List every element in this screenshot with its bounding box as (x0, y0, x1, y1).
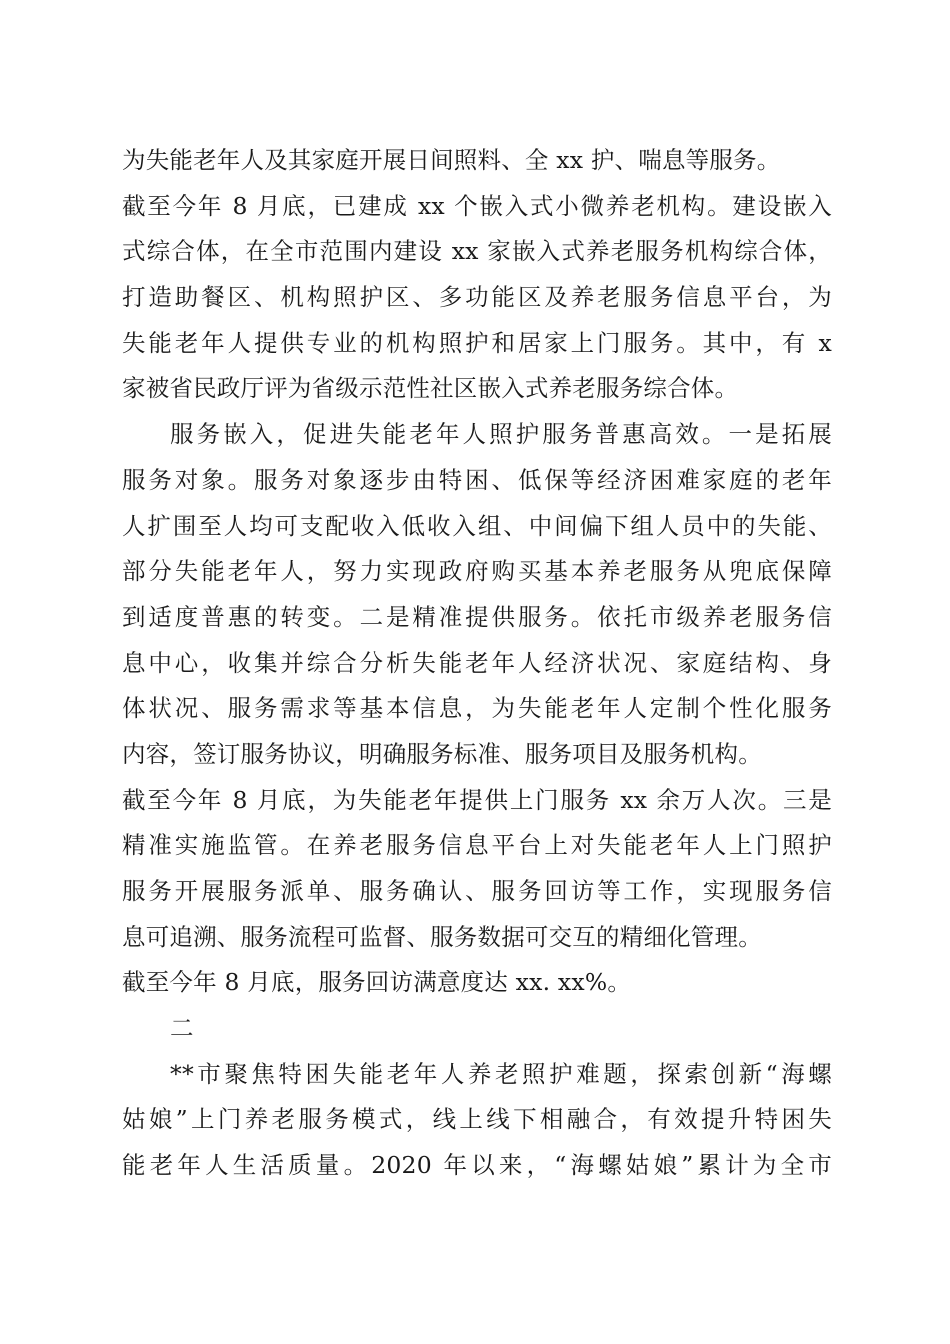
paragraph-2-line-2: 服务对象。服务对象逐步由特困、低保等经济困难家庭的老年 (122, 465, 832, 494)
paragraph-2-line-8: 内容，签订服务协议，明确服务标准、服务项目及服务机构。 (122, 739, 762, 768)
paragraph-1-line-2: 截至今年 8 月底，已建成 xx 个嵌入式小微养老机构。建设嵌入 (122, 191, 832, 220)
paragraph-2-line-5: 到适度普惠的转变。二是精准提供服务。依托市级养老服务信 (122, 602, 832, 631)
paragraph-1-line-5: 失能老年人提供专业的机构照护和居家上门服务。其中，有 x (122, 328, 832, 357)
paragraph-1-line-1: 为失能老年人及其家庭开展日间照料、全 xx 护、喘息等服务。 (122, 146, 781, 174)
paragraph-2-line-1: 服务嵌入，促进失能老年人照护服务普惠高效。一是拓展 (170, 420, 832, 449)
paragraph-1-line-4: 打造助餐区、机构照护区、多功能区及养老服务信息平台，为 (122, 283, 832, 312)
paragraph-1-line-6: 家被省民政厅评为省级示范性社区嵌入式养老服务综合体。 (122, 374, 739, 403)
paragraph-1-line-3: 式综合体，在全市范围内建设 xx 家嵌入式养老服务机构综合体， (122, 237, 832, 266)
paragraph-2-line-12: 息可追溯、服务流程可监督、服务数据可交互的精细化管理。 (122, 922, 762, 951)
paragraph-2-line-6: 息中心，收集并综合分析失能老年人经济状况、家庭结构、身 (122, 648, 832, 677)
paragraph-2-line-13: 截至今年 8 月底，服务回访满意度达 xx. xx%。 (122, 968, 632, 997)
paragraph-2-line-10: 精准实施监管。在养老服务信息平台上对失能老年人上门照护 (122, 831, 832, 860)
paragraph-2-line-3: 人扩围至人均可支配收入低收入组、中间偏下组人员中的失能、 (122, 511, 832, 540)
paragraph-2-line-4: 部分失能老年人，努力实现政府购买基本养老服务从兜底保障 (122, 557, 832, 586)
paragraph-3-line-2: 姑娘”上门养老服务模式，线上线下相融合，有效提升特困失 (122, 1105, 832, 1134)
paragraph-3-line-1: **市聚焦特困失能老年人养老照护难题，探索创新“海螺 (170, 1059, 832, 1088)
paragraph-2-line-11: 服务开展服务派单、服务确认、服务回访等工作，实现服务信 (122, 877, 832, 905)
paragraph-2-line-9: 截至今年 8 月底，为失能老年提供上门服务 xx 余万人次。三是 (122, 785, 832, 814)
paragraph-2-line-7: 体状况、服务需求等基本信息，为失能老年人定制个性化服务 (122, 694, 832, 723)
section-heading: 二 (170, 1014, 194, 1043)
document-body (122, 138, 832, 1189)
paragraph-3-line-3: 能老年人生活质量。2020 年以来，“海螺姑娘”累计为全市 (122, 1151, 832, 1180)
